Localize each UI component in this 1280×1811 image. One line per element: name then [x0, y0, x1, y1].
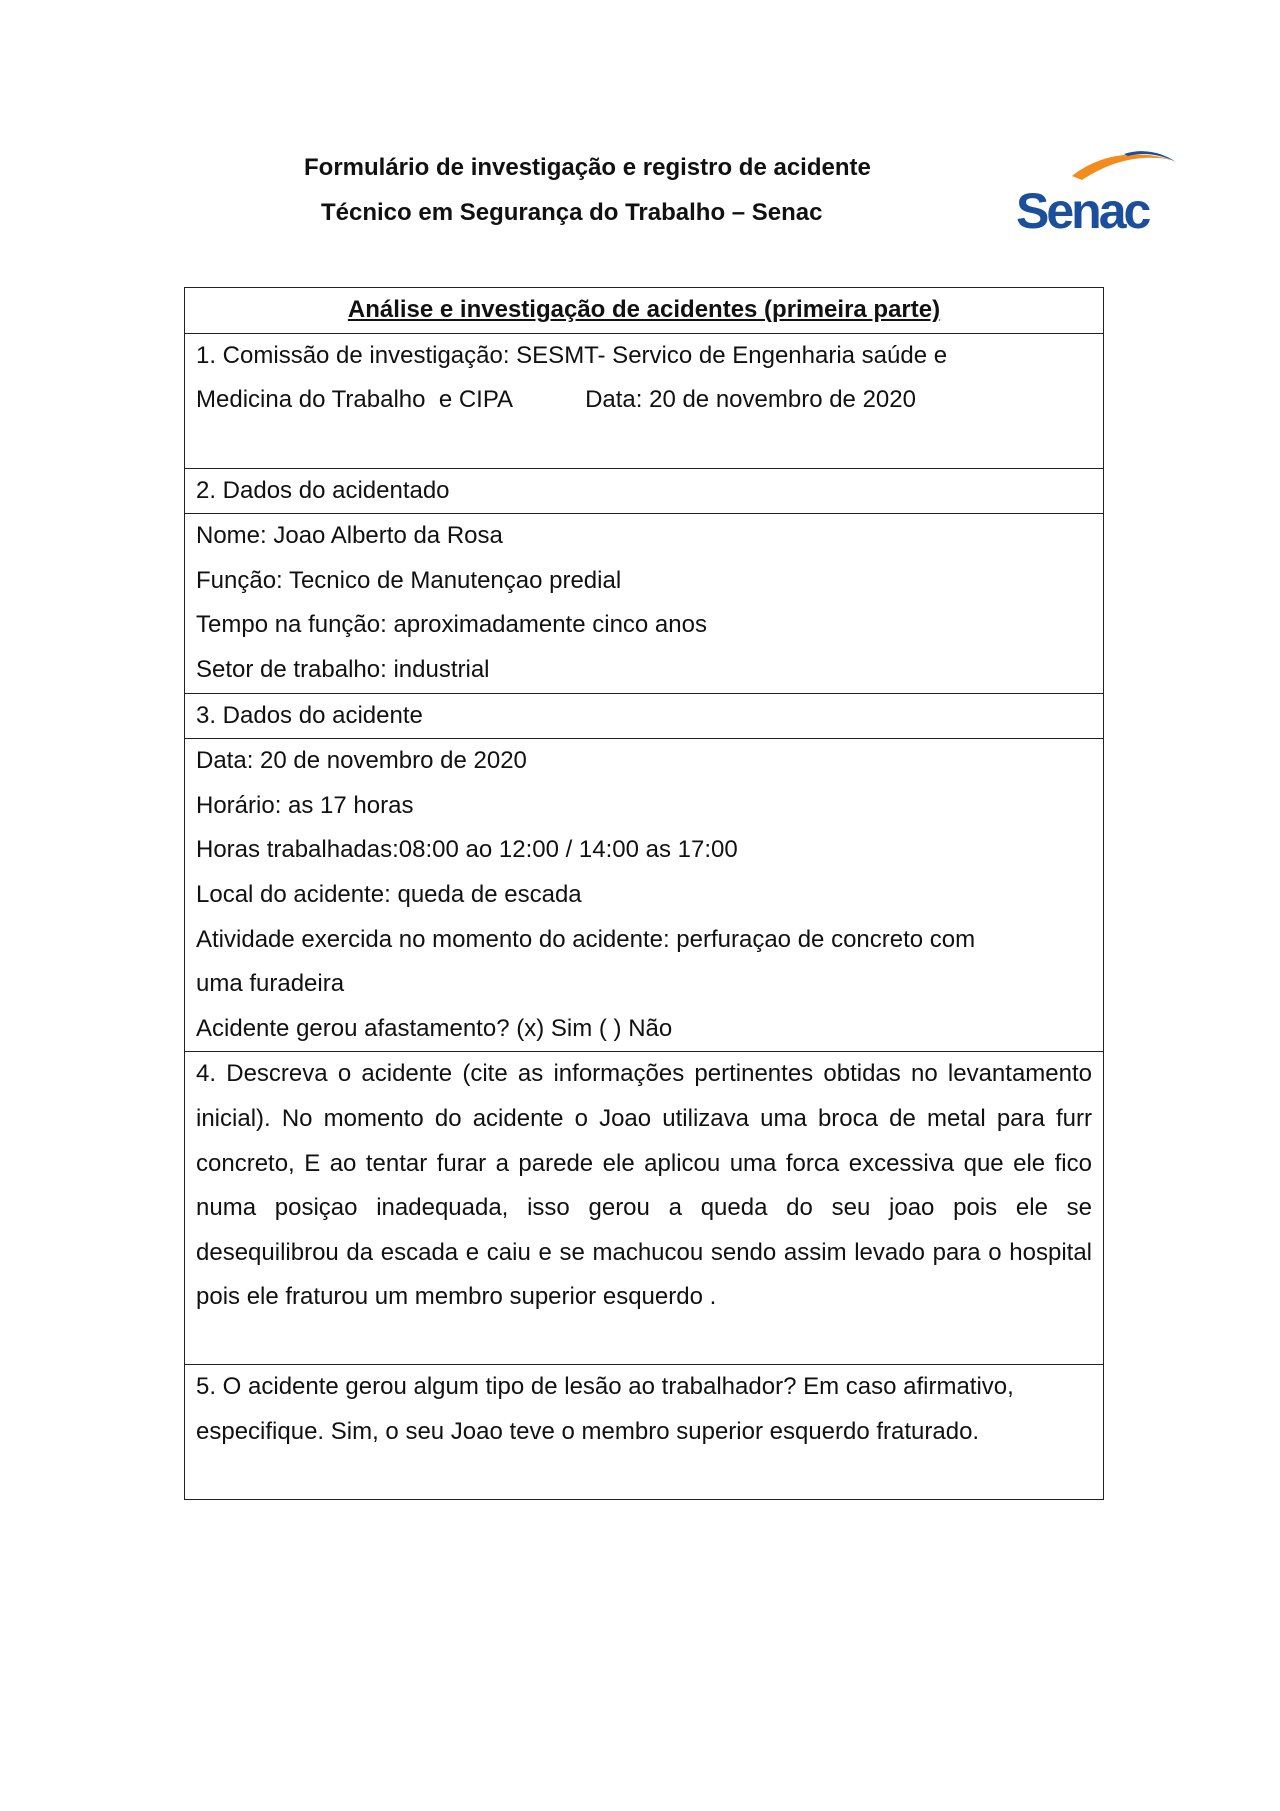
activity-line2: uma furadeira: [196, 970, 345, 998]
section2-data-row: [185, 514, 1104, 693]
document-header: [0, 0, 1280, 260]
document-subtitle: Técnico em Segurança do Trabalho – Senac: [321, 199, 823, 226]
accident-location: Local do acidente: queda de escada: [196, 880, 582, 908]
section2-title-row: [185, 468, 1104, 514]
victim-role: Função: Tecnico de Manutençao predial: [196, 566, 622, 594]
section3-title-row: [185, 693, 1104, 739]
section4-cell: [185, 1052, 1104, 1365]
section2-data-cell: [185, 514, 1104, 693]
accident-date: Data: 20 de novembro de 2020: [196, 747, 527, 775]
activity-line1: Atividade exercida no momento do acidente: perfuraçao de concreto com: [196, 925, 976, 953]
form-heading: Análise e investigação de acidentes (primeira parte): [185, 288, 1104, 334]
section4-row: [185, 1052, 1104, 1365]
section5-row: [185, 1365, 1104, 1500]
victim-name: Nome: Joao Alberto da Rosa: [196, 522, 503, 550]
section3-data-row: [185, 739, 1104, 1052]
logo-swoosh-icon: [1072, 146, 1180, 186]
commission-members: Medicina do Trabalho e CIPA: [196, 386, 514, 414]
section3-title: 3. Dados do acidente: [185, 693, 1104, 739]
leave-question: Acidente gerou afastamento? (x) Sim ( ) Não: [196, 1014, 673, 1042]
section3-data-cell: [185, 739, 1104, 1052]
section1-row: [185, 333, 1104, 468]
section5-cell: [185, 1365, 1104, 1500]
accident-time: Horário: as 17 horas: [196, 791, 414, 819]
form-heading-row: [185, 288, 1104, 334]
accident-form-table: [184, 287, 1104, 1500]
injury-description: 5. O acidente gerou algum tipo de lesão ao trabalhador? Em caso afirmativo, especifique. Sim, o seu Joao teve o membro superior esquerdo fraturado.: [196, 1373, 1014, 1445]
victim-tenure: Tempo na função: aproximadamente cinco anos: [196, 611, 707, 639]
section1-line1: 1. Comissão de investigação: SESMT- Servico de Engenharia saúde e: [196, 341, 948, 369]
hours-worked: Horas trabalhadas:08:00 ao 12:00 / 14:00 as 17:00: [196, 836, 738, 864]
senac-logo: [1012, 146, 1172, 246]
section2-title: 2. Dados do acidentado: [185, 468, 1104, 514]
accident-description: 4. Descreva o acidente (cite as informações pertinentes obtidas no levantamento inicial). No momento do acidente o Joao utilizava uma broca de metal para furr concreto, E ao tentar furar a parede ele aplicou uma forca excessiva que ele fico numa posiçao inadequada, isso gerou a queda do seu joao pois ele se desequilibrou da escada e caiu e se machucou sendo assim levado para o hospital pois ele fraturou um membro superior esquerdo .: [196, 1060, 1092, 1311]
logo-wordmark: Senac: [1016, 183, 1149, 239]
section1-cell: [185, 333, 1104, 468]
victim-sector: Setor de trabalho: industrial: [196, 655, 490, 683]
section1-line2: [196, 378, 1092, 423]
commission-date: Data: 20 de novembro de 2020: [585, 386, 916, 414]
document-title: Formulário de investigação e registro de acidente: [304, 154, 871, 181]
